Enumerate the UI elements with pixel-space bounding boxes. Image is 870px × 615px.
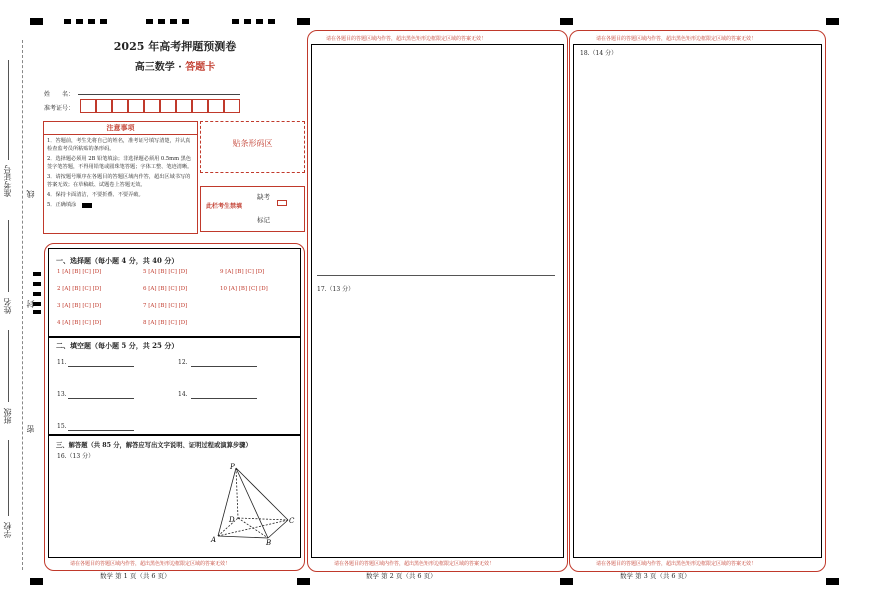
- position-mark-top: [560, 18, 573, 25]
- section1-title: 一、选择题（每小题 4 分，共 40 分）: [56, 256, 179, 265]
- blank-label-12: 12.: [178, 359, 188, 366]
- side-label-name: 姓名: [3, 298, 12, 314]
- side-label-line: 线: [26, 190, 35, 198]
- page3-footer: 数学 第 3 页（共 6 页）: [620, 572, 691, 580]
- side-label-id: 准考证号: [3, 165, 12, 197]
- blank-label-11: 11.: [57, 359, 67, 366]
- subtitle-black: 高三数学 ·: [134, 62, 186, 73]
- question-choice[interactable]: 6 [A] [B] [C] [D]: [143, 286, 188, 292]
- subtitle-red: 答题卡: [185, 62, 216, 73]
- position-mark-bottom: [560, 578, 573, 585]
- id-input-boxes[interactable]: [80, 99, 240, 113]
- timing-mark: [182, 19, 189, 24]
- barcode-label: 贴条形码区: [232, 139, 273, 148]
- edge-PB: [236, 468, 268, 538]
- section2-title: 二、填空题（每小题 5 分，共 25 分）: [56, 341, 179, 350]
- page1-bottom-note: 请在各题目的答题区域内作答，超出黑色矩形边框限定区域的答案无效！: [70, 561, 231, 567]
- notes-heading: 注意事项: [44, 122, 197, 135]
- vertex-label-A: A: [211, 536, 217, 544]
- timing-mark: [170, 19, 177, 24]
- note-item: 5．正确填涂: [47, 202, 77, 208]
- side-label-class: 班级: [3, 408, 12, 424]
- question-choice[interactable]: 7 [A] [B] [C] [D]: [143, 303, 188, 309]
- name-field[interactable]: [78, 94, 240, 95]
- question-choice[interactable]: 1 [A] [B] [C] [D]: [57, 269, 102, 275]
- page2-answer-box[interactable]: [311, 44, 564, 558]
- section3-title: 三、解答题（共 85 分，解答应写出文字说明、证明过程或演算步骤）: [56, 442, 252, 449]
- blank-field-14[interactable]: [191, 398, 257, 399]
- blank-label-13: 13.: [57, 391, 67, 398]
- id-box[interactable]: [144, 99, 160, 113]
- name-label: 姓 名：: [44, 91, 75, 98]
- vertex-label-D: D: [229, 516, 235, 524]
- id-box[interactable]: [192, 99, 208, 113]
- side-mark: [33, 292, 41, 296]
- page2-top-note: 请在各题目的答题区域内作答，超出黑色矩形边框限定区域的答案无效！: [326, 36, 487, 42]
- id-box[interactable]: [176, 99, 192, 113]
- blank-field-15[interactable]: [68, 430, 134, 431]
- id-box[interactable]: [160, 99, 176, 113]
- page-title: 2025 年高考押题预测卷: [113, 40, 237, 53]
- timing-mark: [256, 19, 263, 24]
- side-label-school: 学校: [3, 522, 12, 538]
- blank-label-15: 15.: [57, 423, 67, 430]
- question-16-label: 16.（13 分）: [57, 453, 95, 460]
- timing-mark: [100, 19, 107, 24]
- timing-mark: [88, 19, 95, 24]
- timing-mark: [268, 19, 275, 24]
- side-line-id: [8, 60, 9, 160]
- vertex-label-B: B: [266, 539, 272, 546]
- side-line-name: [8, 220, 9, 292]
- id-box[interactable]: [128, 99, 144, 113]
- timing-mark: [232, 19, 239, 24]
- question-choice[interactable]: 2 [A] [B] [C] [D]: [57, 286, 102, 292]
- position-mark-bottom-right: [826, 578, 839, 585]
- pyramid-figure: [208, 462, 298, 546]
- position-mark-bottom-left: [30, 578, 43, 585]
- id-label: 准考证号：: [44, 105, 75, 112]
- position-mark-top-left: [30, 18, 43, 25]
- edge-AD: [218, 518, 238, 536]
- barcode-area: [200, 121, 305, 173]
- side-mark: [33, 282, 41, 286]
- edge-PC: [236, 468, 288, 520]
- edge-DC: [238, 518, 288, 520]
- blank-field-11[interactable]: [68, 366, 134, 367]
- correct-fill-sample: [82, 203, 92, 208]
- question-choice[interactable]: 5 [A] [B] [C] [D]: [143, 269, 188, 275]
- side-mark: [33, 272, 41, 276]
- timing-mark: [244, 19, 251, 24]
- question-choice[interactable]: 8 [A] [B] [C] [D]: [143, 320, 188, 326]
- id-box[interactable]: [112, 99, 128, 113]
- blank-label-14: 14.: [178, 391, 188, 398]
- question-18-label: 18.（14 分）: [580, 50, 618, 57]
- page2-bottom-note: 请在各题目的答题区域内作答，超出黑色矩形边框限定区域的答案无效！: [334, 561, 495, 567]
- notes-box: [43, 121, 198, 234]
- question-16-continuation-divider: [317, 275, 555, 276]
- edge-PD: [236, 468, 238, 518]
- id-box[interactable]: [80, 99, 96, 113]
- vertex-label-P: P: [230, 463, 235, 471]
- forbidden-label: 此栏考生禁填: [206, 203, 243, 210]
- note-item: 3．请按题号顺序在各题目的答题区域内作答，超出区域书写的答案无效；在草稿纸、试题卷上答题无效。: [47, 174, 191, 188]
- id-box[interactable]: [96, 99, 112, 113]
- page3-bottom-note: 请在各题目的答题区域内作答，超出黑色矩形边框限定区域的答案无效！: [596, 561, 757, 567]
- question-choice[interactable]: 3 [A] [B] [C] [D]: [57, 303, 102, 309]
- position-mark-top: [297, 18, 310, 25]
- vertex-label-C: C: [289, 517, 295, 525]
- question-17-label: 17.（13 分）: [317, 286, 355, 293]
- page1-footer: 数学 第 1 页（共 6 页）: [100, 572, 171, 580]
- position-mark-bottom: [297, 578, 310, 585]
- side-line-school: [8, 440, 9, 516]
- timing-mark: [146, 19, 153, 24]
- edge-BC: [268, 520, 288, 538]
- missing-label-top: 缺考: [257, 193, 270, 201]
- edge-PA: [218, 468, 236, 536]
- question-choice[interactable]: 4 [A] [B] [C] [D]: [57, 320, 102, 326]
- side-mark: [33, 310, 41, 314]
- missing-label-bottom: 标记: [257, 216, 270, 224]
- timing-mark: [158, 19, 165, 24]
- page3-top-note: 请在各题目的答题区域内作答，超出黑色矩形边框限定区域的答案无效！: [596, 36, 757, 42]
- section2-box: [48, 336, 301, 436]
- binding-line: [22, 40, 23, 570]
- position-mark-top-right: [826, 18, 839, 25]
- question-choice[interactable]: 9 [A] [B] [C] [D]: [220, 269, 265, 275]
- side-label-sealed: 密: [26, 425, 35, 433]
- timing-mark: [76, 19, 83, 24]
- side-line-class: [8, 330, 9, 402]
- forbidden-box: [200, 186, 305, 232]
- timing-mark: [64, 19, 71, 24]
- page2-footer: 数学 第 2 页（共 6 页）: [366, 572, 437, 580]
- question-choice[interactable]: 10 [A] [B] [C] [D]: [220, 286, 268, 292]
- blank-field-12[interactable]: [191, 366, 257, 367]
- note-item: 4．保持卡面清洁，不要折叠、不要弄破。: [47, 192, 144, 198]
- note-item: 1．答题前，考生先将自己的姓名，准考证号填写清楚，并认真检查监考员所粘贴的条形码。: [47, 138, 191, 152]
- blank-field-13[interactable]: [68, 398, 134, 399]
- note-item: 2．选择题必须用 2B 铅笔填涂；非选择题必须用 0.5mm 黑色签字笔答题，不得用铅笔或圆珠笔答题；字体工整、笔迹清晰。: [47, 156, 193, 170]
- id-box[interactable]: [224, 99, 240, 113]
- page-subtitle: [110, 58, 240, 73]
- side-label-seal: 封: [26, 300, 35, 308]
- edge-AB: [218, 536, 268, 538]
- note-item-fill: [47, 201, 194, 209]
- notes-list: [44, 135, 197, 211]
- id-box[interactable]: [208, 99, 224, 113]
- missing-checkbox[interactable]: [277, 200, 287, 206]
- page3-answer-box[interactable]: [573, 44, 822, 558]
